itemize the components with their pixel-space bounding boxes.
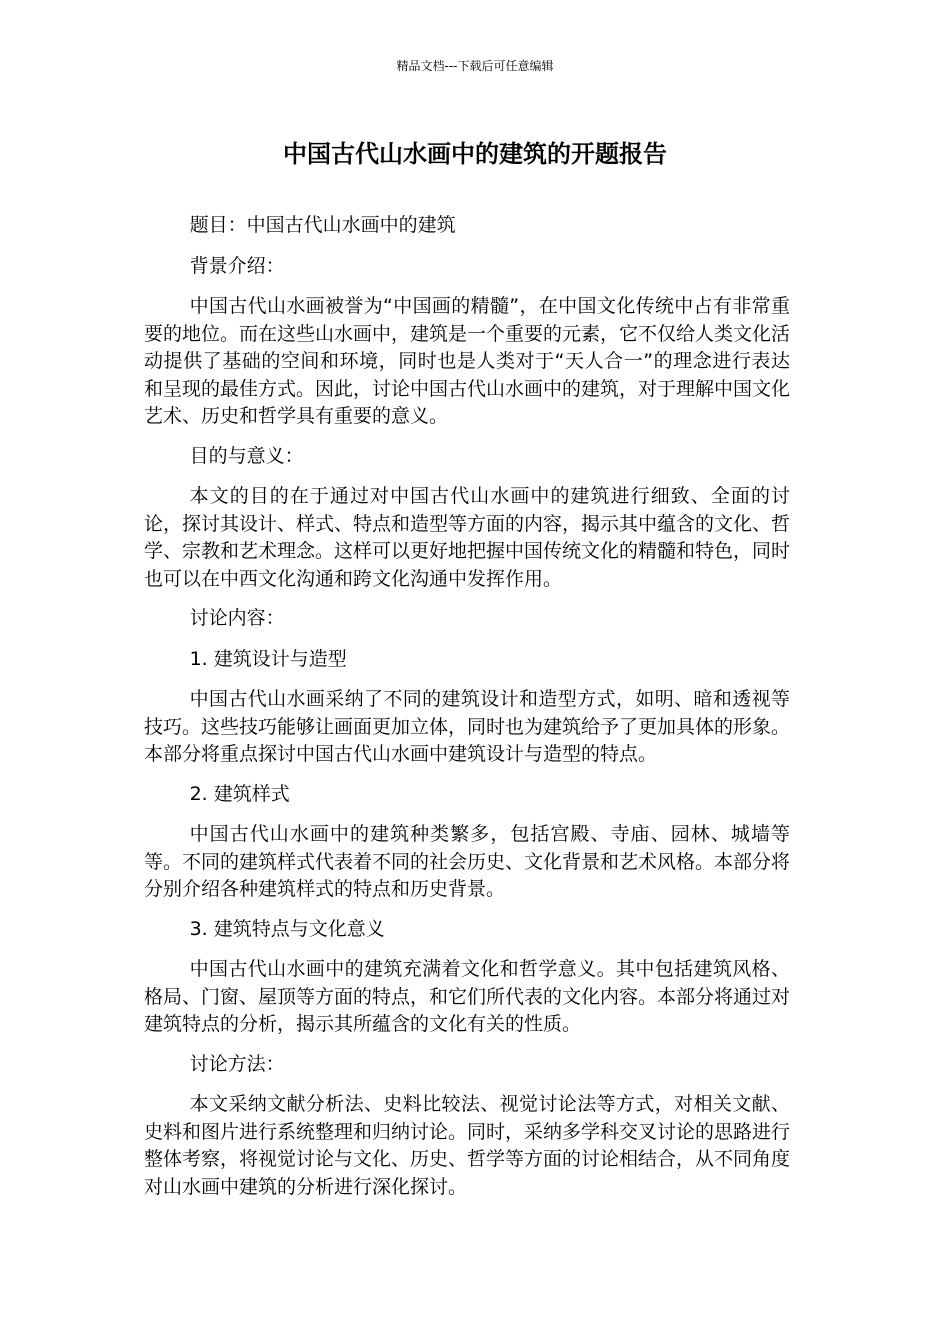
paragraph-features: 中国古代山水画中的建筑充满着文化和哲学意义。其中包括建筑风格、格局、门窗、屋顶等方面的特点，和它们所代表的文化内容。本部分将通过对建筑特点的分析，揭示其所蕴含的文化有关的性质。 bbox=[144, 958, 791, 1035]
section-heading-purpose: 目的与意义： bbox=[189, 444, 304, 467]
subheading-design: 1. 建筑设计与造型 bbox=[189, 647, 347, 670]
document-title: 中国古代山水画中的建筑的开题报告 bbox=[283, 140, 667, 168]
subheading-style: 2. 建筑样式 bbox=[189, 782, 290, 805]
paragraph-method: 本文采纳文献分析法、史料比较法、视觉讨论法等方式，对相关文献、史料和图片进行系统整理和归纳讨论。同时，采纳多学科交叉讨论的思路进行整体考察，将视觉讨论与文化、历史、哲学等方面的讨论相结合，从不同角度对山水画中建筑的分析进行深化探讨。 bbox=[144, 1093, 791, 1198]
paragraph-design: 中国古代山水画采纳了不同的建筑设计和造型方式，如明、暗和透视等技巧。这些技巧能够让画面更加立体，同时也为建筑给予了更加具体的形象。本部分将重点探讨中国古代山水画中建筑设计与造型的特点。 bbox=[144, 688, 791, 765]
section-heading-method: 讨论方法： bbox=[189, 1052, 285, 1075]
section-heading-content: 讨论内容： bbox=[189, 607, 285, 629]
document-body bbox=[144, 212, 790, 1213]
paragraph-style: 中国古代山水画中的建筑种类繁多，包括宫殿、寺庙、园林、城墙等等。不同的建筑样式代表着不同的社会历史、文化背景和艺术风格。本部分将分别介绍各种建筑样式的特点和历史背景。 bbox=[144, 823, 791, 900]
section-heading-background: 背景介绍： bbox=[189, 254, 285, 277]
subheading-features: 3. 建筑特点与文化意义 bbox=[189, 917, 385, 940]
paragraph-purpose: 本文的目的在于通过对中国古代山水画中的建筑进行细致、全面的讨论，探讨其设计、样式、特点和造型等方面的内容，揭示其中蕴含的文化、哲学、宗教和艺术理念。这样可以更好地把握中国传统文化的精髓和特色，同时也可以在中西文化沟通和跨文化沟通中发挥作用。 bbox=[144, 485, 791, 590]
topic-line: 题目：中国古代山水画中的建筑 bbox=[189, 214, 456, 236]
paragraph-background: 中国古代山水画被誉为“中国画的精髓”，在中国文化传统中占有非常重要的地位。而在这些山水画中，建筑是一个重要的元素，它不仅给人类文化活动提供了基础的空间和环境，同时也是人类对于“天人合一”的理念进行表达和呈现的最佳方式。因此，讨论中国古代山水画中的建筑，对于理解中国文化艺术、历史和哲学具有重要的意义。 bbox=[144, 295, 791, 427]
header-note: 精品文档---下载后可任意编辑 bbox=[396, 59, 554, 73]
